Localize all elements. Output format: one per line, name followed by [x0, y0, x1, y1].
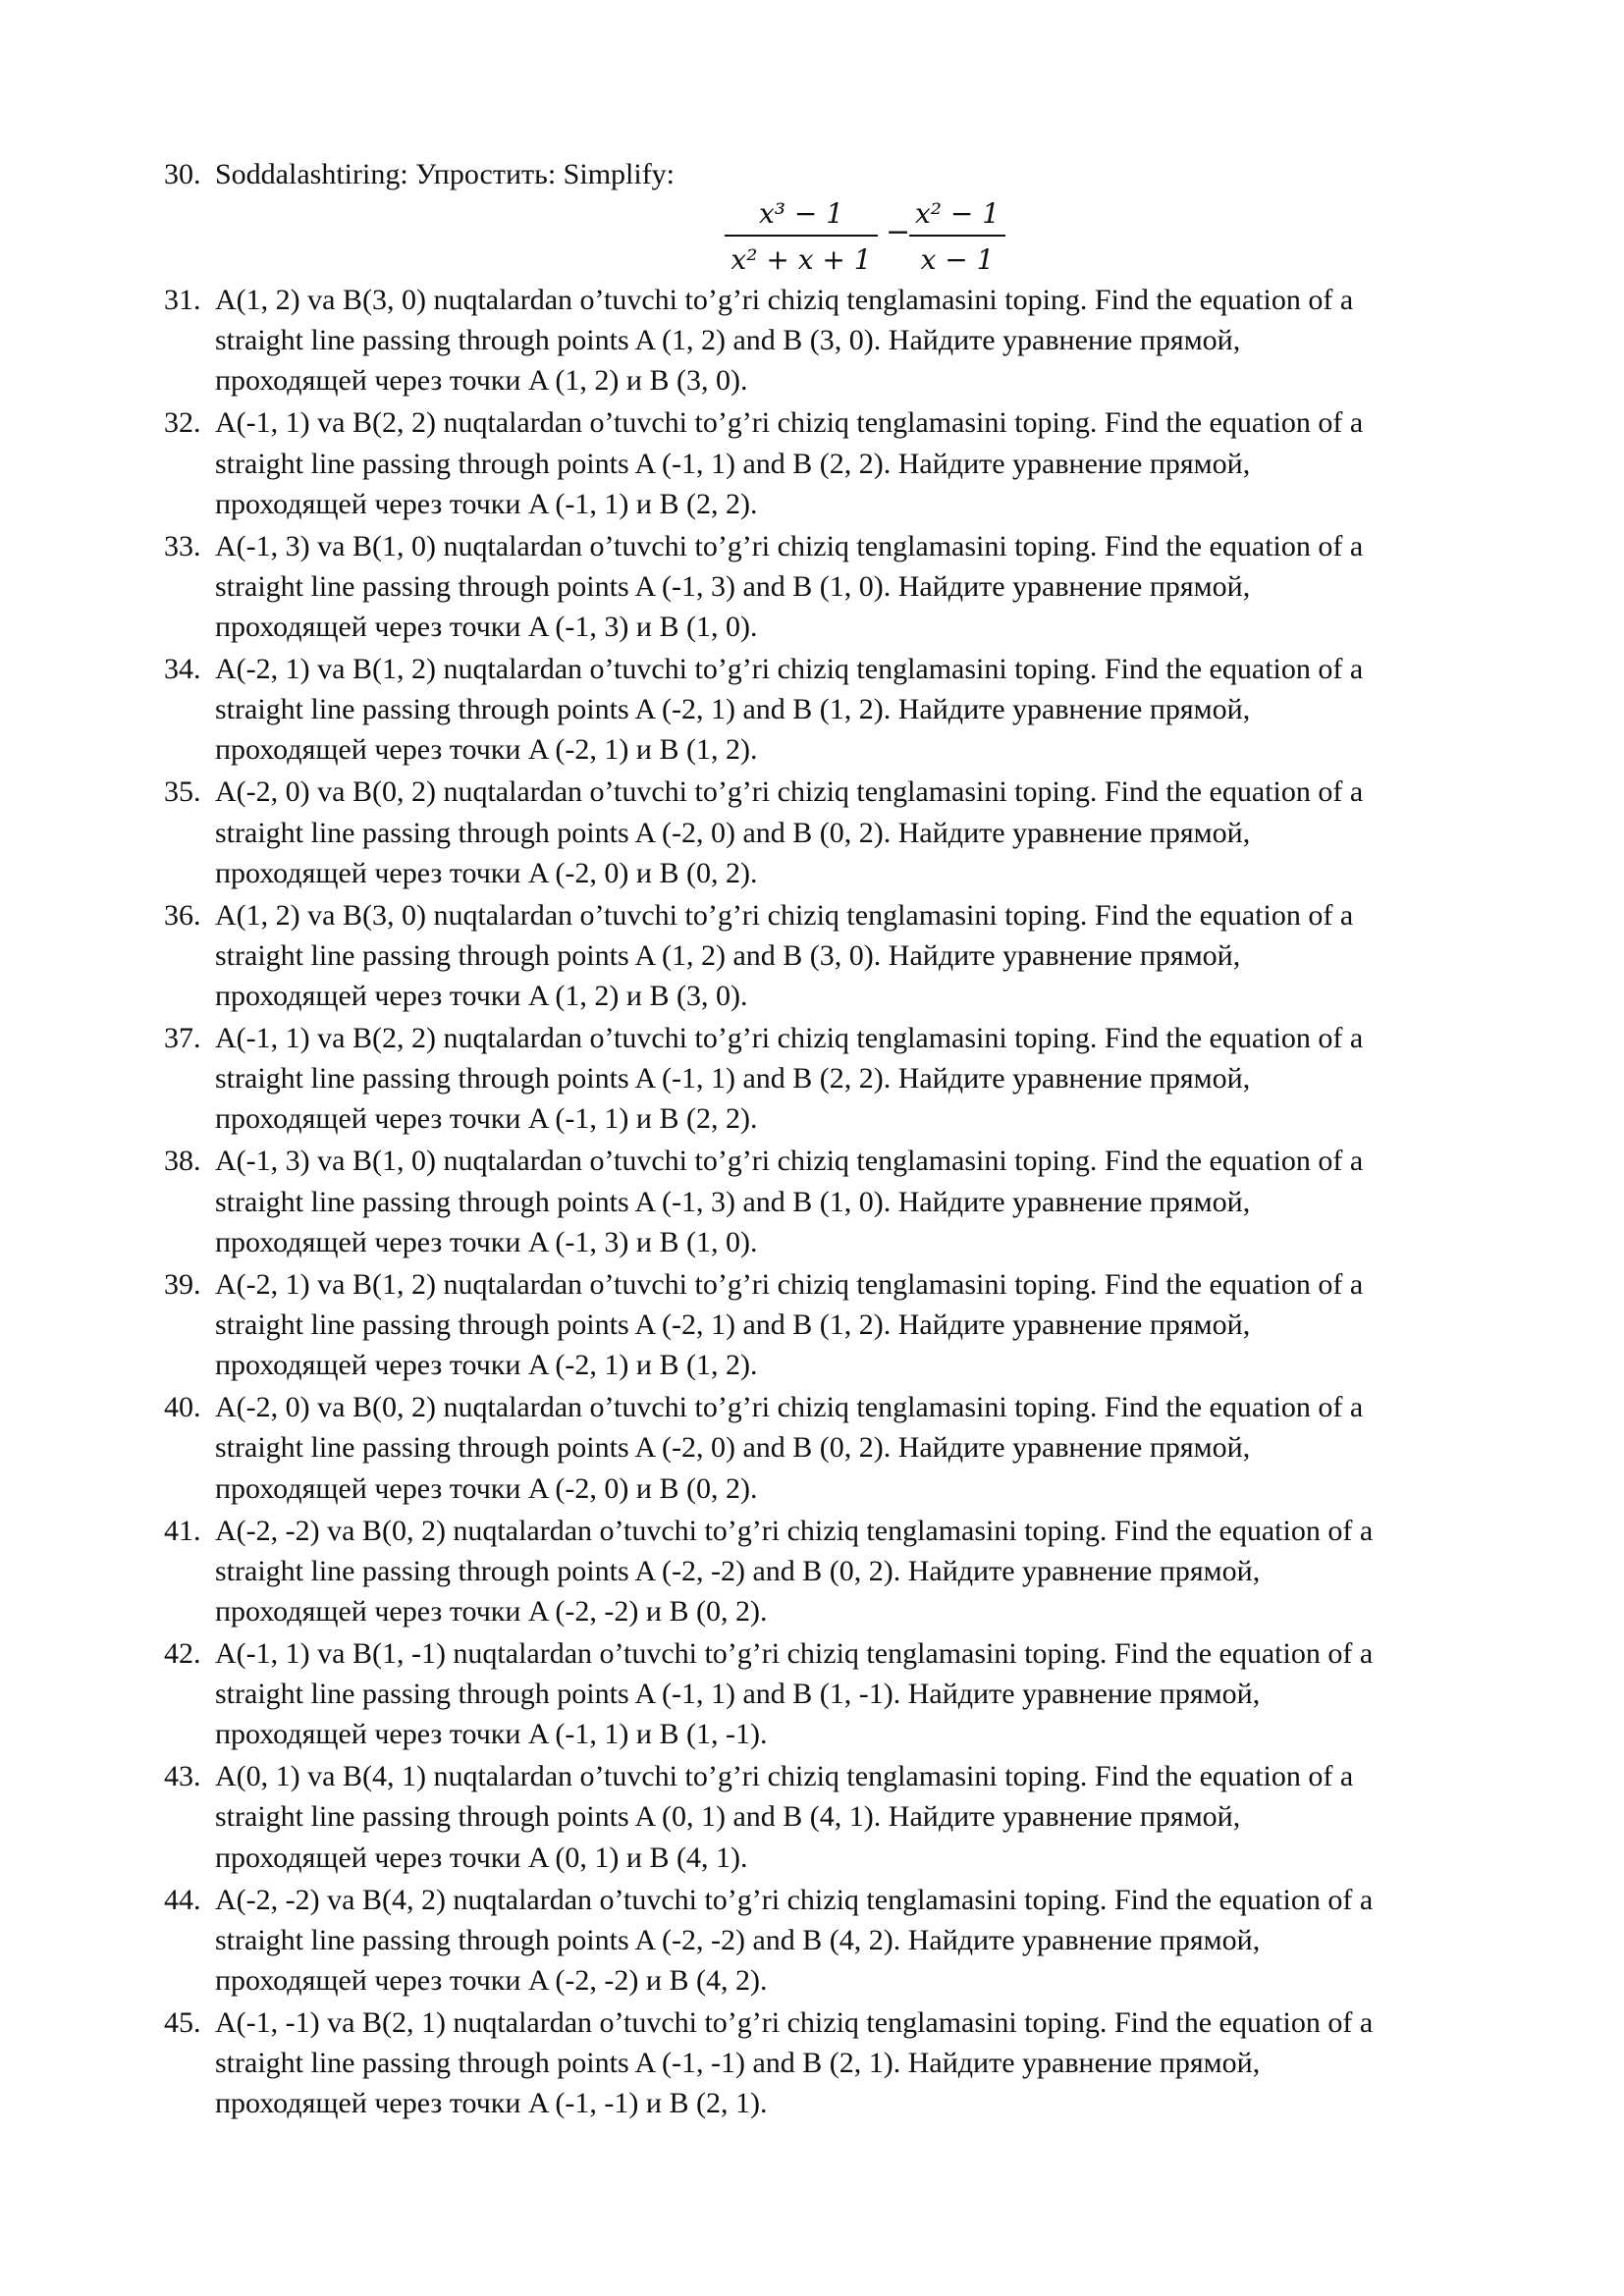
question-line: A(-1, -1) va B(2, 1) nuqtalardan o’tuvchi to’g’ri chiziq tenglamasini toping. Find the equation of a [215, 2005, 1374, 2039]
question-line: straight line passing through points A (-1, -1) and B (2, 1). Найдите уравнение прямой, [215, 2047, 1261, 2080]
question-number: 37. [164, 1022, 201, 1055]
question-line: проходящей через точки A (-1, 1) и B (2, 2). [215, 1102, 758, 1136]
right-fraction [909, 193, 1005, 280]
question-line: A(-1, 1) va B(2, 2) nuqtalardan o’tuvchi to’g’ri chiziq tenglamasini toping. Find the equation of a [215, 1022, 1364, 1055]
left-numerator: x³ − 1 [758, 197, 844, 230]
question-number: 40. [164, 1391, 201, 1424]
simplify-formula [725, 193, 1019, 282]
question-line: straight line passing through points A (-1, 1) and B (2, 2). Найдите уравнение прямой, [215, 1062, 1251, 1095]
question-number: 31. [164, 284, 201, 316]
question-line: straight line passing through points A (-2, -2) and B (0, 2). Найдите уравнение прямой, [215, 1554, 1261, 1587]
question-number: 41. [164, 1514, 201, 1547]
question-line: проходящей через точки A (-2, 0) и B (0, 2). [215, 856, 758, 889]
question-line: проходящей через точки A (0, 1) и B (4, 1). [215, 1841, 748, 1874]
question-line: straight line passing through points A (-1, 1) and B (1, -1). Найдите уравнение прямой, [215, 1678, 1261, 1711]
question-line: проходящей через точки A (-1, 1) и B (2, 2). [215, 487, 758, 520]
question-line: A(-1, 1) va B(2, 2) nuqtalardan o’tuvchi to’g’ri chiziq tenglamasini toping. Find the equation of a [215, 406, 1364, 440]
question-line: A(0, 1) va B(4, 1) nuqtalardan o’tuvchi to’g’ri chiziq tenglamasini toping. Find the equation of a [215, 1760, 1354, 1793]
question-line: A(-1, 3) va B(1, 0) nuqtalardan o’tuvchi to’g’ri chiziq tenglamasini toping. Find the equation of a [215, 1145, 1364, 1178]
question-number: 38. [164, 1145, 201, 1178]
question-line: A(-2, 0) va B(0, 2) nuqtalardan o’tuvchi to’g’ri chiziq tenglamasini toping. Find the equation of a [215, 775, 1364, 809]
question-line: проходящей через точки A (1, 2) и B (3, 0). [215, 364, 748, 398]
right-denominator: x − 1 [920, 243, 995, 276]
question-line: straight line passing through points A (-2, 1) and B (1, 2). Найдите уравнение прямой, [215, 693, 1251, 726]
right-numerator: x² − 1 [914, 197, 1001, 230]
question-line: проходящей через точки A (1, 2) и B (3, 0). [215, 980, 748, 1013]
question-line: проходящей через точки A (-1, -1) и B (2, 1). [215, 2087, 768, 2120]
left-fraction [725, 193, 878, 280]
question-line: проходящей через точки A (-1, 3) и B (1, 0). [215, 611, 758, 644]
question-line: проходящей через точки A (-1, 3) и B (1, 0). [215, 1225, 758, 1258]
question-line: A(-2, 1) va B(1, 2) nuqtalardan o’tuvchi to’g’ri chiziq tenglamasini toping. Find the equation of a [215, 1267, 1364, 1301]
question-line: straight line passing through points A (-1, 1) and B (2, 2). Найдите уравнение прямой, [215, 447, 1251, 480]
question-line: straight line passing through points A (-2, 1) and B (1, 2). Найдите уравнение прямой, [215, 1308, 1251, 1341]
question-number: 42. [164, 1636, 201, 1670]
question-line: A(-1, 1) va B(1, -1) nuqtalardan o’tuvchi to’g’ri chiziq tenglamasini toping. Find the equation of a [215, 1636, 1374, 1670]
question-number: 36. [164, 898, 201, 932]
question-line: проходящей через точки A (-2, 1) и B (1, 2). [215, 1349, 758, 1382]
question-line: A(-2, -2) va B(0, 2) nuqtalardan o’tuvchi to’g’ri chiziq tenglamasini toping. Find the equation of a [215, 1514, 1374, 1547]
question-line: проходящей через точки A (-1, 1) и B (1, -1). [215, 1718, 768, 1751]
question-text: Soddalashtiring: Упростить: Simplify: [215, 158, 676, 190]
question-number: 35. [164, 775, 201, 809]
question-number: 39. [164, 1267, 201, 1301]
question-line: A(1, 2) va B(3, 0) nuqtalardan o’tuvchi to’g’ri chiziq tenglamasini toping. Find the equation of a [215, 898, 1354, 932]
left-denominator: x² + x + 1 [731, 243, 872, 276]
question-line: проходящей через точки A (-2, -2) и B (4, 2). [215, 1963, 768, 1997]
question-line: straight line passing through points A (-2, 0) and B (0, 2). Найдите уравнение прямой, [215, 1431, 1251, 1465]
question-line: проходящей через точки A (-2, -2) и B (0, 2). [215, 1594, 768, 1628]
question-line: straight line passing through points A (1, 2) and B (3, 0). Найдите уравнение прямой, [215, 938, 1241, 972]
question-number: 43. [164, 1760, 201, 1793]
question-line: A(-2, 1) va B(1, 2) nuqtalardan o’tuvchi to’g’ri chiziq tenglamasini toping. Find the equation of a [215, 653, 1364, 686]
question-number: 44. [164, 1883, 201, 1916]
question-line: проходящей через точки A (-2, 0) и B (0, 2). [215, 1471, 758, 1505]
question-line: A(-1, 3) va B(1, 0) nuqtalardan o’tuvchi to’g’ri chiziq tenglamasini toping. Find the equation of a [215, 529, 1364, 562]
question-number: 34. [164, 653, 201, 686]
question-line: A(1, 2) va B(3, 0) nuqtalardan o’tuvchi to’g’ri chiziq tenglamasini toping. Find the equation of a [215, 284, 1354, 316]
question-line: straight line passing through points A (1, 2) and B (3, 0). Найдите уравнение прямой, [215, 324, 1241, 357]
question-line: straight line passing through points A (-1, 3) and B (1, 0). Найдите уравнение прямой, [215, 1185, 1251, 1218]
question-line: straight line passing through points A (-1, 3) and B (1, 0). Найдите уравнение прямой, [215, 569, 1251, 603]
question-number: 30. [164, 158, 201, 190]
question-line: A(-2, -2) va B(4, 2) nuqtalardan o’tuvchi to’g’ri chiziq tenglamasini toping. Find the equation of a [215, 1883, 1374, 1916]
question-line: A(-2, 0) va B(0, 2) nuqtalardan o’tuvchi to’g’ri chiziq tenglamasini toping. Find the equation of a [215, 1391, 1364, 1424]
question-number: 33. [164, 529, 201, 562]
question-line: straight line passing through points A (-2, 0) and B (0, 2). Найдите уравнение прямой, [215, 816, 1251, 849]
question-number: 45. [164, 2005, 201, 2039]
minus-operator: − [886, 215, 911, 249]
question-number: 32. [164, 406, 201, 440]
question-line: проходящей через точки A (-2, 1) и B (1, 2). [215, 733, 758, 767]
question-line: straight line passing through points A (-2, -2) and B (4, 2). Найдите уравнение прямой, [215, 1923, 1261, 1956]
question-line: straight line passing through points A (0, 1) and B (4, 1). Найдите уравнение прямой, [215, 1800, 1241, 1834]
